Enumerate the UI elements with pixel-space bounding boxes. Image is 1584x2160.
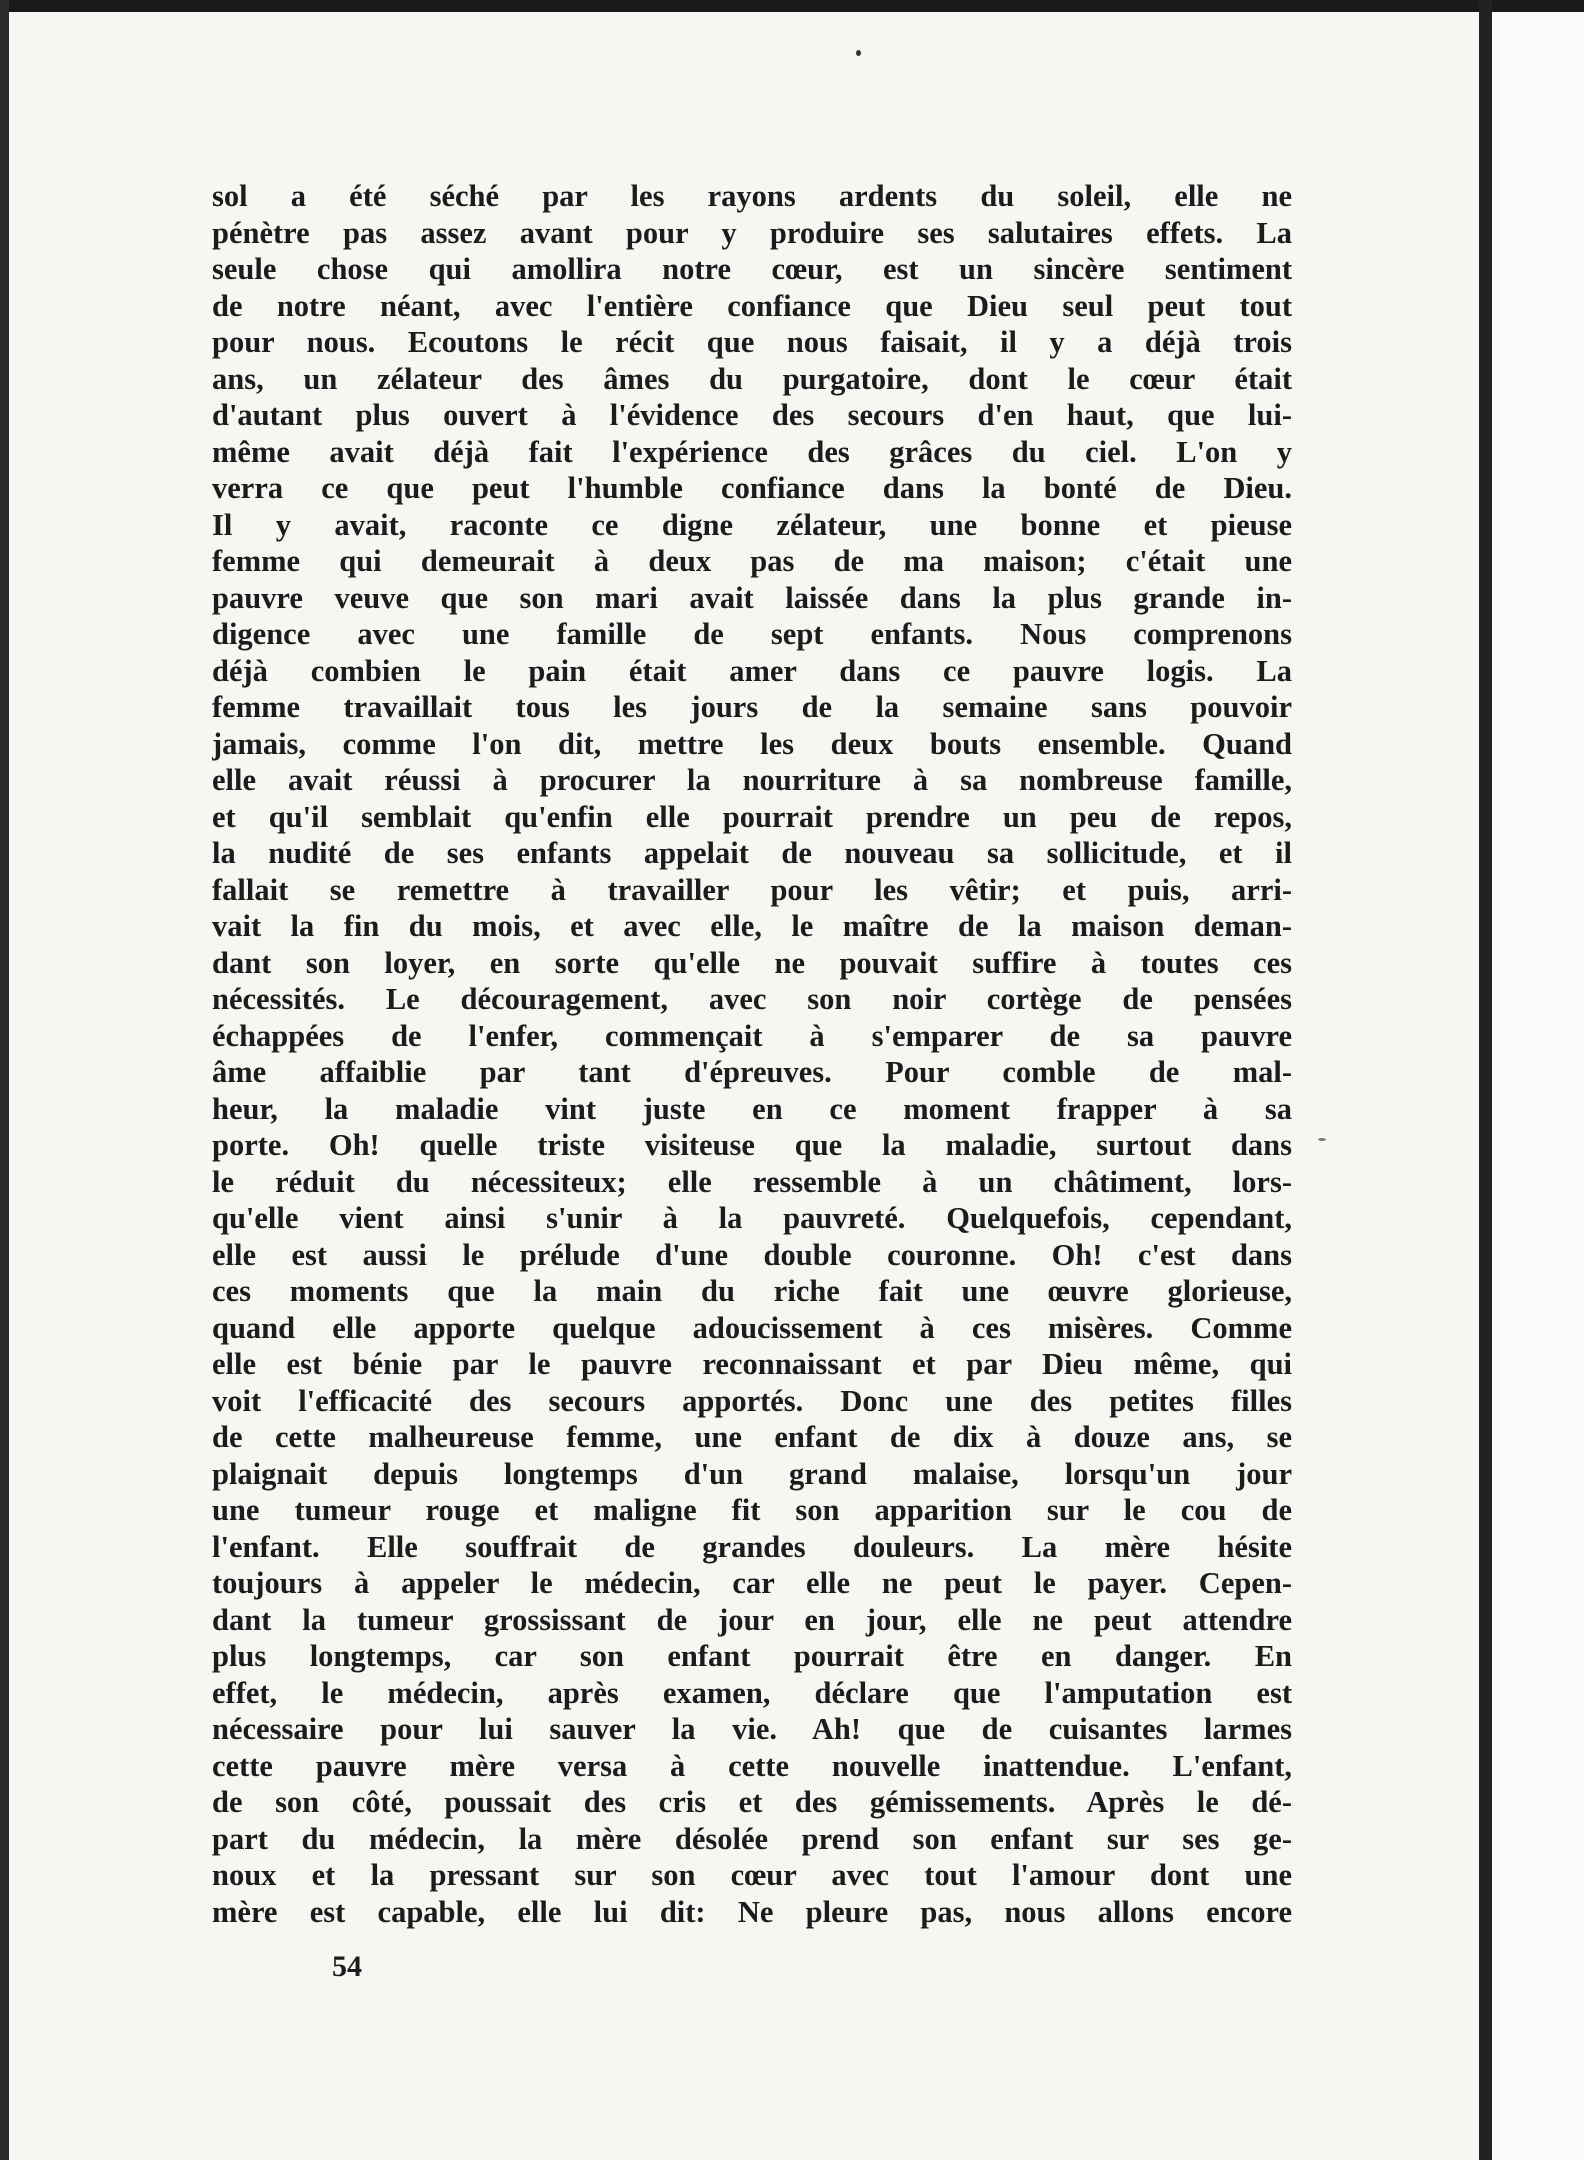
text-line: de son côté, poussait des cris et des gémissements. Après le dé- bbox=[212, 1785, 1292, 1819]
text-line: sol a été séché par les rayons ardents du soleil, elle ne bbox=[212, 179, 1292, 213]
text-line: une tumeur rouge et maligne fit son apparition sur le cou de bbox=[212, 1493, 1292, 1527]
text-line: ans, un zélateur des âmes du purgatoire, dont le cœur était bbox=[212, 361, 1292, 396]
text-line: dant son loyer, en sorte qu'elle ne pouvait suffire à toutes ces bbox=[212, 945, 1292, 980]
text-line: effet, le médecin, après examen, déclare que l'amputation est bbox=[212, 1675, 1292, 1710]
page-number: 54 bbox=[332, 1950, 362, 1983]
text-line: jamais, comme l'on dit, mettre les deux bouts ensemble. Quand bbox=[212, 726, 1292, 761]
text-line: ces moments que la main du riche fait une œuvre glorieuse, bbox=[212, 1274, 1292, 1308]
text-line: âme affaiblie par tant d'épreuves. Pour comble de mal- bbox=[212, 1055, 1292, 1089]
text-line: cette pauvre mère versa à cette nouvelle inattendue. L'enfant, bbox=[212, 1748, 1292, 1783]
text-line: elle avait réussi à procurer la nourriture à sa nombreuse famille, bbox=[212, 763, 1292, 797]
text-line: part du médecin, la mère désolée prend son enfant sur ses ge- bbox=[212, 1821, 1292, 1856]
text-line: de cette malheureuse femme, une enfant de dix à douze ans, se bbox=[212, 1420, 1292, 1454]
text-line: femme travaillait tous les jours de la semaine sans pouvoir bbox=[212, 690, 1292, 724]
text-line: toujours à appeler le médecin, car elle ne peut le payer. Cepen- bbox=[212, 1566, 1292, 1600]
text-line: de notre néant, avec l'entière confiance que Dieu seul peut tout bbox=[212, 288, 1292, 323]
text-line: plus longtemps, car son enfant pourrait être en danger. En bbox=[212, 1639, 1292, 1673]
text-line: même avait déjà fait l'expérience des grâces du ciel. L'on y bbox=[212, 434, 1292, 469]
text-line: seule chose qui amollira notre cœur, est un sincère sentiment bbox=[212, 252, 1292, 286]
text-line: pauvre veuve que son mari avait laissée dans la plus grande in- bbox=[212, 580, 1292, 615]
text-line: plaignait depuis longtemps d'un grand malaise, lorsqu'un jour bbox=[212, 1456, 1292, 1491]
text-line: dant la tumeur grossissant de jour en jour, elle ne peut attendre bbox=[212, 1602, 1292, 1637]
text-line: nécessités. Le découragement, avec son noir cortège de pensées bbox=[212, 982, 1292, 1016]
text-line: nécessaire pour lui sauver la vie. Ah! que de cuisantes larmes bbox=[212, 1712, 1292, 1746]
ink-speck bbox=[1318, 1138, 1326, 1141]
text-line: femme qui demeurait à deux pas de ma maison; c'était une bbox=[212, 544, 1292, 578]
text-line: le réduit du nécessiteux; elle ressemble à un châtiment, lors- bbox=[212, 1164, 1292, 1199]
text-line: échappées de l'enfer, commençait à s'emparer de sa pauvre bbox=[212, 1018, 1292, 1053]
text-line: pour nous. Ecoutons le récit que nous faisait, il y a déjà trois bbox=[212, 325, 1292, 359]
text-line: mère est capable, elle lui dit: Ne pleure pas, nous allons encore bbox=[212, 1894, 1292, 1929]
text-line: qu'elle vient ainsi s'unir à la pauvreté. Quelquefois, cependant, bbox=[212, 1201, 1292, 1235]
scan-left-border bbox=[0, 0, 9, 2160]
book-gutter-shadow bbox=[1479, 0, 1492, 2160]
ink-speck bbox=[856, 50, 861, 56]
text-line: digence avec une famille de sept enfants. Nous comprenons bbox=[212, 617, 1292, 651]
text-line: fallait se remettre à travailler pour les vêtir; et puis, arri- bbox=[212, 872, 1292, 907]
text-line: verra ce que peut l'humble confiance dans la bonté de Dieu. bbox=[212, 471, 1292, 505]
text-line: porte. Oh! quelle triste visiteuse que la maladie, surtout dans bbox=[212, 1128, 1292, 1162]
text-line: pénètre pas assez avant pour y produire ses salutaires effets. La bbox=[212, 215, 1292, 250]
text-line: et qu'il semblait qu'enfin elle pourrait prendre un peu de repos, bbox=[212, 799, 1292, 834]
text-line: l'enfant. Elle souffrait de grandes douleurs. La mère hésite bbox=[212, 1529, 1292, 1564]
text-line: la nudité de ses enfants appelait de nouveau sa sollicitude, et il bbox=[212, 836, 1292, 870]
text-line: noux et la pressant sur son cœur avec tout l'amour dont une bbox=[212, 1858, 1292, 1892]
scan-top-border bbox=[0, 0, 1584, 12]
text-line: Il y avait, raconte ce digne zélateur, une bonne et pieuse bbox=[212, 507, 1292, 542]
text-line: elle est bénie par le pauvre reconnaissant et par Dieu même, qui bbox=[212, 1347, 1292, 1381]
body-text bbox=[212, 178, 1292, 1930]
text-line: vait la fin du mois, et avec elle, le maître de la maison deman- bbox=[212, 909, 1292, 943]
text-line: voit l'efficacité des secours apportés. Donc une des petites filles bbox=[212, 1383, 1292, 1418]
text-line: déjà combien le pain était amer dans ce pauvre logis. La bbox=[212, 653, 1292, 688]
text-line: elle est aussi le prélude d'une double couronne. Oh! c'est dans bbox=[212, 1237, 1292, 1272]
text-line: d'autant plus ouvert à l'évidence des secours d'en haut, que lui- bbox=[212, 398, 1292, 432]
text-line: heur, la maladie vint juste en ce moment frapper à sa bbox=[212, 1091, 1292, 1126]
facing-page-edge bbox=[1492, 12, 1584, 2160]
text-line: quand elle apporte quelque adoucissement à ces misères. Comme bbox=[212, 1310, 1292, 1345]
